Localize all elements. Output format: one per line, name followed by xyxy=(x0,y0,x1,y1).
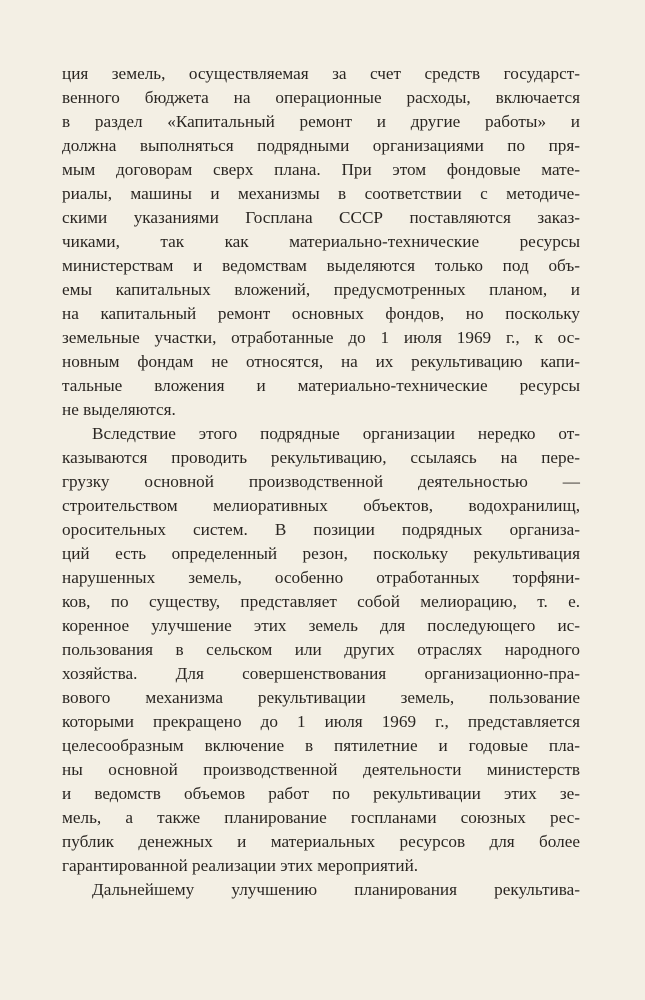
text-line: целесообразным включение в пятилетние и годовые пла- xyxy=(62,736,580,755)
text-line: на капитальный ремонт основных фондов, но поскольку xyxy=(62,304,580,323)
text-line: вового механизма рекультивации земель, пользование xyxy=(62,688,580,707)
paragraph-first-line: Вследствие этого подрядные организации нередко от- xyxy=(92,424,580,443)
text-line: нарушенных земель, особенно отработанных торфяни- xyxy=(62,568,580,587)
text-line: грузку основной производственной деятельностью — xyxy=(62,472,580,491)
text-line: ция земель, осуществляемая за счет средств государст- xyxy=(62,64,580,83)
text-line: строительством мелиоративных объектов, водохранилищ, xyxy=(62,496,580,515)
text-line: министерствам и ведомствам выделяются только под объ- xyxy=(62,256,580,275)
text-line: чиками, так как материально-технические ресурсы xyxy=(62,232,580,251)
text-line: не выделяются. xyxy=(62,400,176,419)
paragraph-first-line: Дальнейшему улучшению планирования рекультива- xyxy=(92,880,580,899)
text-line: и ведомств объемов работ по рекультивации этих зе- xyxy=(62,784,580,803)
text-line: венного бюджета на операционные расходы, включается xyxy=(62,88,580,107)
text-line: новным фондам не относятся, на их рекультивацию капи- xyxy=(62,352,580,371)
text-line: мым договорам сверх плана. При этом фондовые мате- xyxy=(62,160,580,179)
text-line: публик денежных и материальных ресурсов для более xyxy=(62,832,580,851)
text-line: оросительных систем. В позиции подрядных организа- xyxy=(62,520,580,539)
text-line: риалы, машины и механизмы в соответствии с методиче- xyxy=(62,184,580,203)
text-line: емы капитальных вложений, предусмотренных планом, и xyxy=(62,280,580,299)
text-line: хозяйства. Для совершенствования организационно-пра- xyxy=(62,664,580,683)
text-line: коренное улучшение этих земель для последующего ис- xyxy=(62,616,580,635)
text-line: земельные участки, отработанные до 1 июля 1969 г., к ос- xyxy=(62,328,580,347)
text-line: которыми прекращено до 1 июля 1969 г., представляется xyxy=(62,712,580,731)
text-line: пользования в сельском или других отраслях народного xyxy=(62,640,580,659)
text-line: гарантированной реализации этих мероприятий. xyxy=(62,856,419,875)
text-line: казываются проводить рекультивацию, ссылаясь на пере- xyxy=(62,448,580,467)
text-line: ков, по существу, представляет собой мелиорацию, т. е. xyxy=(62,592,580,611)
text-line: скими указаниями Госплана СССР поставляются заказ- xyxy=(62,208,580,227)
text-line: мель, а также планирование госпланами союзных рес- xyxy=(62,808,580,827)
text-line: тальные вложения и материально-технические ресурсы xyxy=(62,376,580,395)
text-line: ны основной производственной деятельности министерств xyxy=(62,760,580,779)
text-line: в раздел «Капитальный ремонт и другие работы» и xyxy=(62,112,580,131)
text-line: должна выполняться подрядными организациями по пря- xyxy=(62,136,580,155)
text-line: ций есть определенный резон, поскольку рекультивация xyxy=(62,544,580,563)
